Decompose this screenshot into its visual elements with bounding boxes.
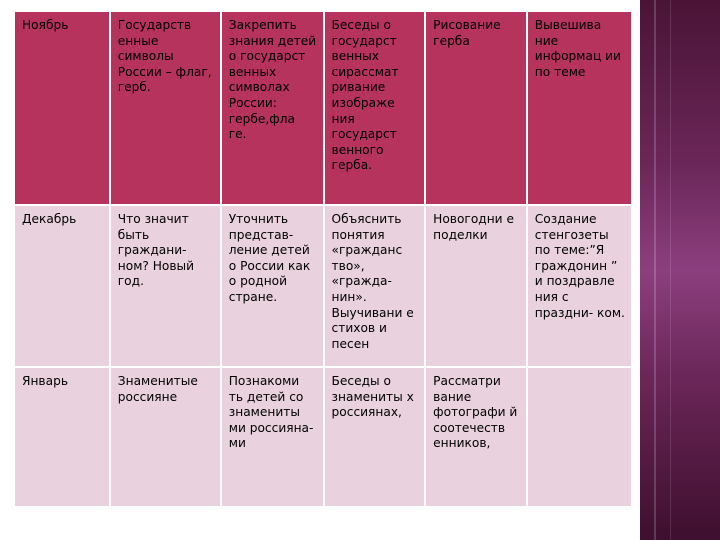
goal-cell: Уточнить представ- ление детей о России как о родной стране. bbox=[221, 205, 324, 367]
parents-cell bbox=[527, 367, 632, 507]
topic-cell: Что значит быть граждани- ном? Новый год. bbox=[110, 205, 221, 367]
activity-cell: Объяснить понятия «гражданс тво», «гражда- нин». Выучивани е стихов и песен bbox=[324, 205, 426, 367]
goal-cell: Познакоми ть детей со знамениты ми россияна- ми bbox=[221, 367, 324, 507]
table-row-november bbox=[14, 11, 632, 205]
table-row-december bbox=[14, 205, 632, 367]
parents-cell: Вывешива ние информац ии по теме bbox=[527, 11, 632, 205]
table-row-january bbox=[14, 367, 632, 507]
decorative-side-band bbox=[640, 0, 720, 540]
creative-cell: Рассматри вание фотографи й соотечеств енников, bbox=[425, 367, 527, 507]
topic-cell: Государств енные символы России – флаг, герб. bbox=[110, 11, 221, 205]
goal-cell: Закрепить знания детей о государст венных символах России: гербе,фла ге. bbox=[221, 11, 324, 205]
activity-cell: Беседы о государст венных сирассмат ривание изображе ния государст венного герба. bbox=[324, 11, 426, 205]
month-cell: Декабрь bbox=[14, 205, 110, 367]
parents-cell: Создание стенгозеты по теме:”Я граждонин ” и поздравле ния с праздни- ком. bbox=[527, 205, 632, 367]
activity-cell: Беседы о знамениты х россиянах, bbox=[324, 367, 426, 507]
creative-cell: Рисование герба bbox=[425, 11, 527, 205]
month-cell: Январь bbox=[14, 367, 110, 507]
topic-cell: Знаменитые россияне bbox=[110, 367, 221, 507]
month-cell: Ноябрь bbox=[14, 11, 110, 205]
plan-table bbox=[13, 10, 633, 508]
creative-cell: Новогодни е поделки bbox=[425, 205, 527, 367]
